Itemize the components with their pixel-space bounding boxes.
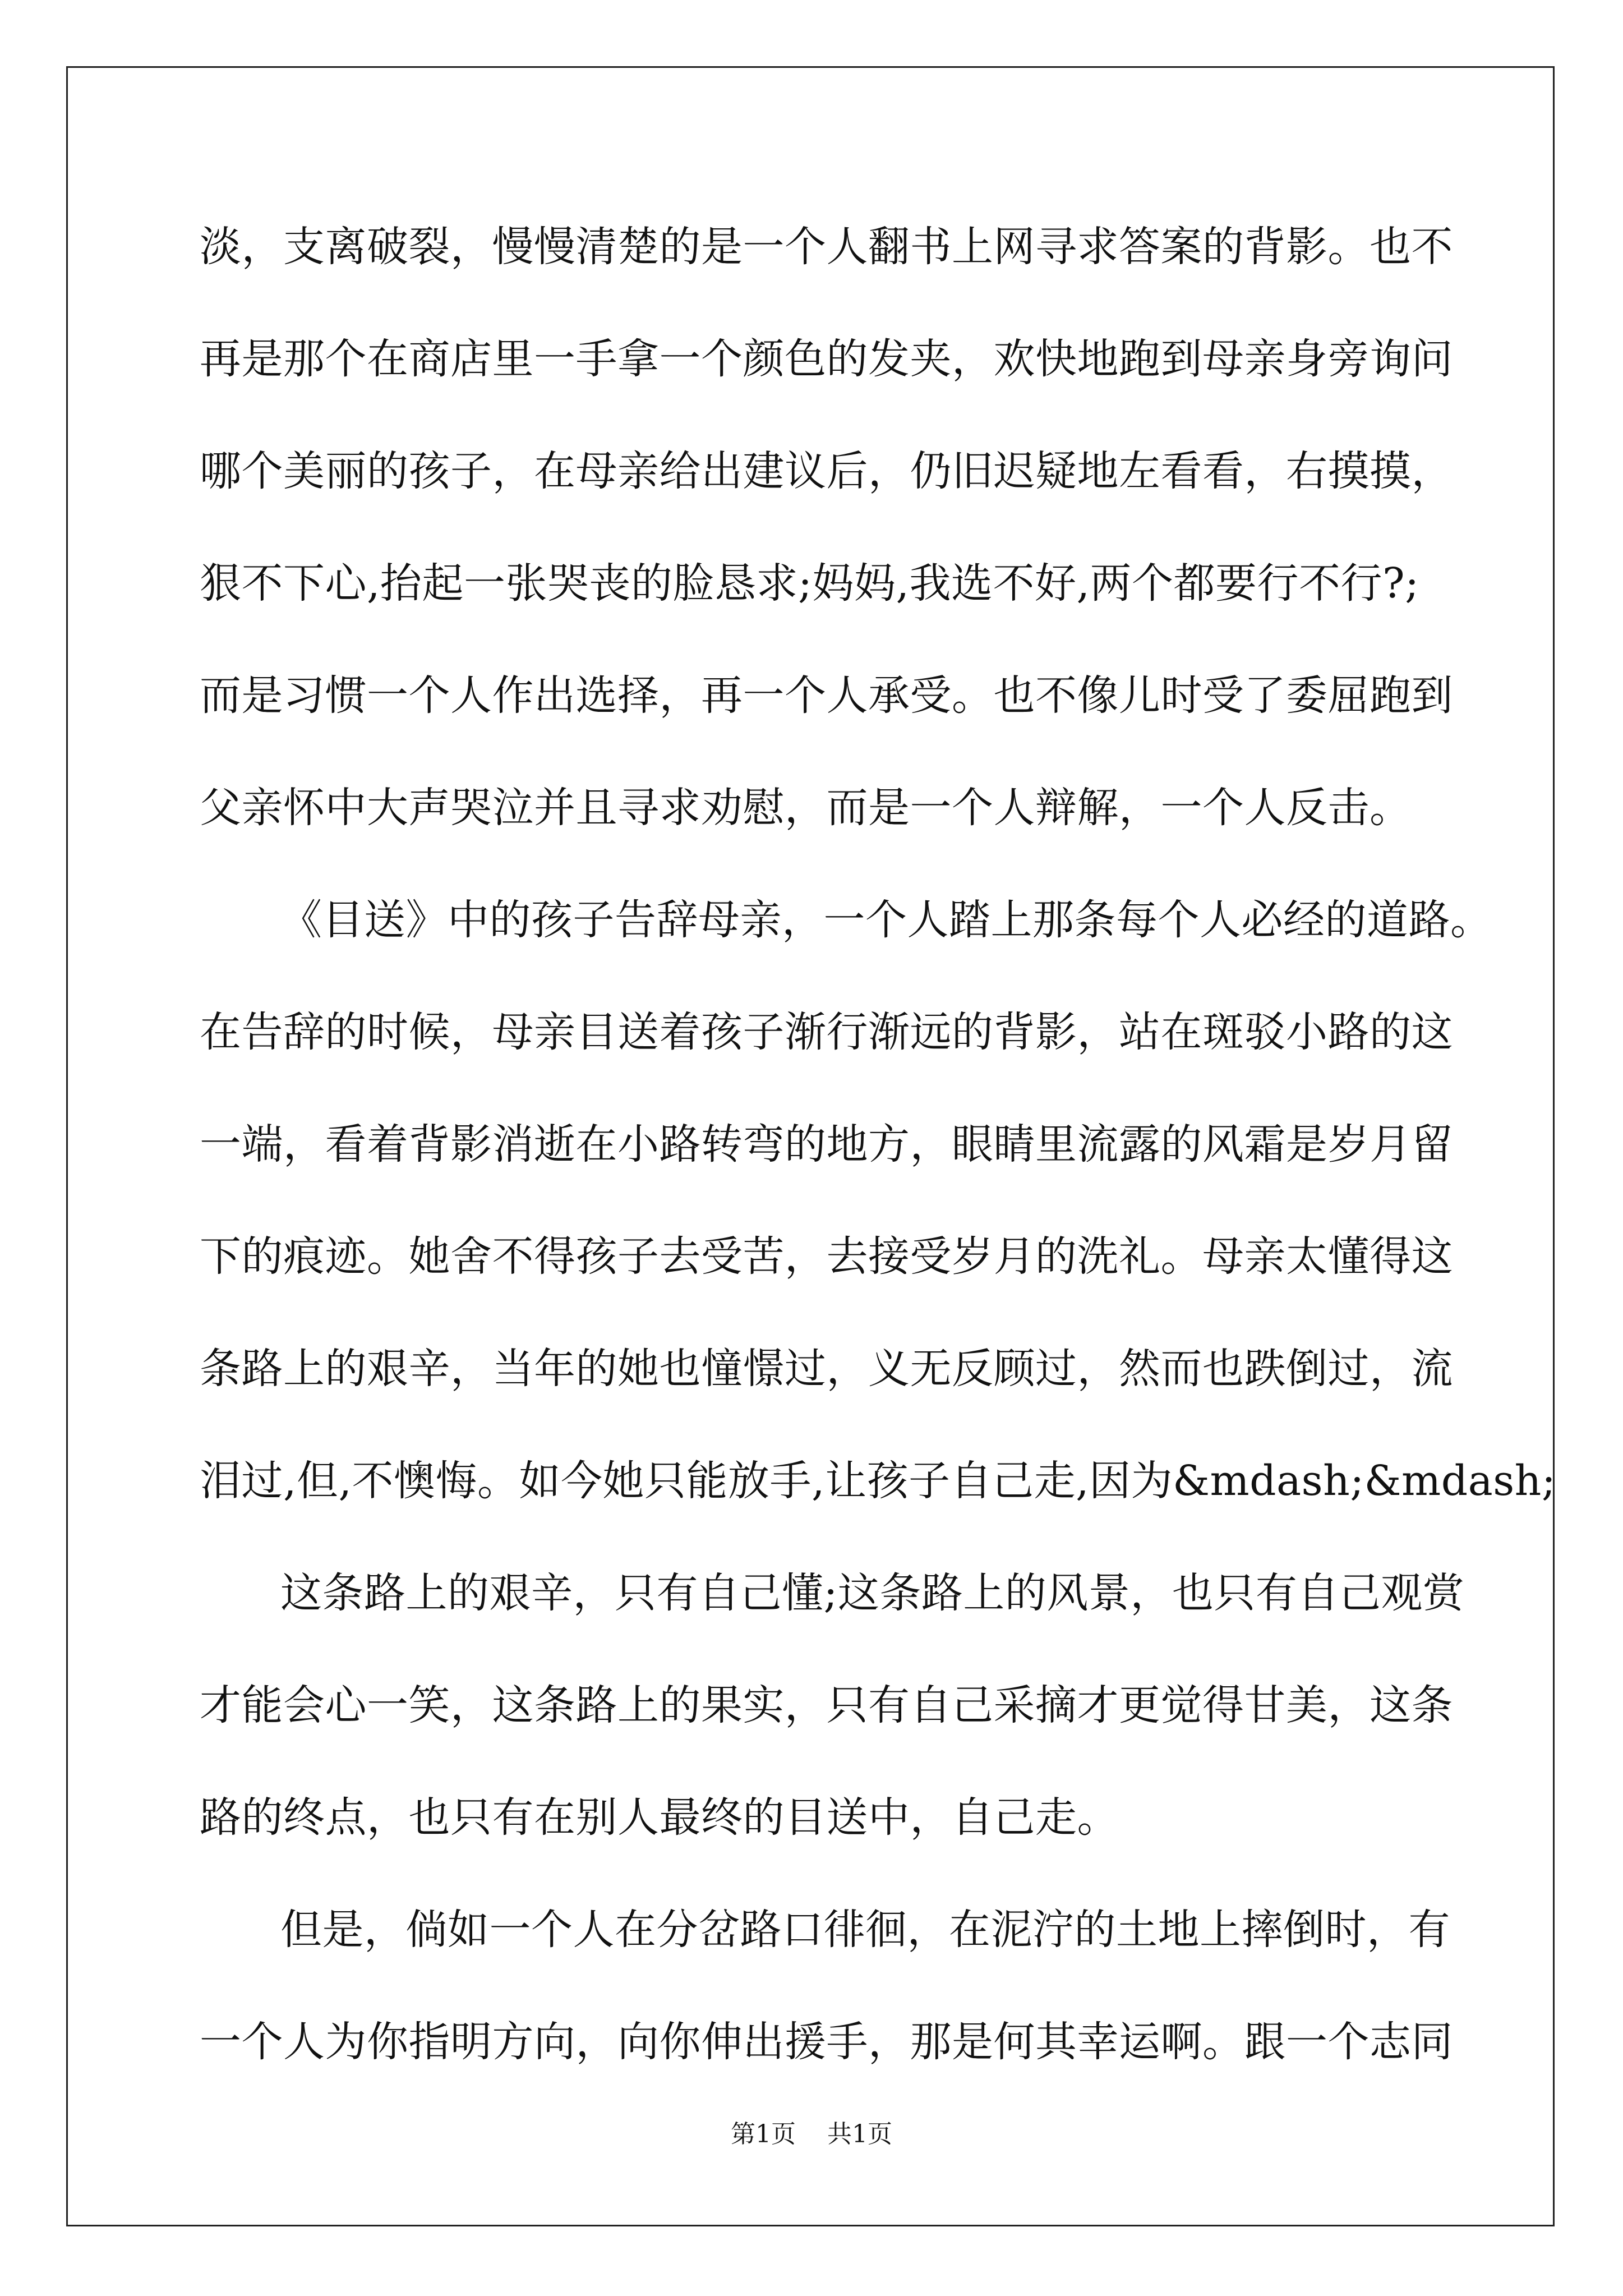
page-total: 共1页 bbox=[827, 2120, 892, 2148]
text-line: 在告辞的时候，母亲目送着孩子渐行渐远的背影，站在斑驳小路的这 bbox=[200, 1008, 1453, 1056]
text-line: 一端，看着背影消逝在小路转弯的地方，眼睛里流露的风霜是岁月留 bbox=[200, 1120, 1453, 1168]
text-line: 下的痕迹。她舍不得孩子去受苦，去接受岁月的洗礼。母亲太懂得这 bbox=[200, 1232, 1453, 1281]
text-line: 一个人为你指明方向，向你伸出援手，那是何其幸运啊。跟一个志同 bbox=[200, 2018, 1453, 2066]
text-line: 哪个美丽的孩子，在母亲给出建议后，仍旧迟疑地左看看，右摸摸， bbox=[200, 447, 1453, 495]
page-number: 第1页 bbox=[731, 2120, 796, 2148]
text-line: 狠不下心,抬起一张哭丧的脸恳求;妈妈,我选不好,两个都要行不行?; bbox=[200, 559, 1419, 608]
text-line: 路的终点，也只有在别人最终的目送中，自己走。 bbox=[200, 1793, 1119, 1842]
text-line: 而是习惯一个人作出选择，再一个人承受。也不像儿时受了委屈跑到 bbox=[200, 671, 1453, 720]
text-line: 才能会心一笑，这条路上的果实，只有自己采摘才更觉得甘美，这条 bbox=[200, 1681, 1453, 1729]
text-line: 父亲怀中大声哭泣并且寻求劝慰，而是一个人辩解，一个人反击。 bbox=[200, 784, 1412, 832]
text-line: 《目送》中的孩子告辞母亲，一个人踏上那条每个人必经的道路。 bbox=[280, 896, 1492, 944]
text-line: 条路上的艰辛，当年的她也憧憬过，义无反顾过，然而也跌倒过，流 bbox=[200, 1345, 1453, 1393]
text-line: 再是那个在商店里一手拿一个颜色的发夹，欢快地跑到母亲身旁询问 bbox=[200, 335, 1453, 383]
text-line: 淡，支离破裂，慢慢清楚的是一个人翻书上网寻求答案的背影。也不 bbox=[200, 223, 1453, 271]
page-footer bbox=[0, 2118, 1623, 2151]
text-line: 但是，倘如一个人在分岔路口徘徊，在泥泞的土地上摔倒时，有 bbox=[280, 1906, 1450, 1954]
text-line: 泪过,但,不懊悔。如今她只能放手,让孩子自己走,因为&mdash;&mdash; bbox=[200, 1457, 1556, 1505]
text-line: 这条路上的艰辛，只有自己懂;这条路上的风景，也只有自己观赏 bbox=[280, 1569, 1465, 1617]
